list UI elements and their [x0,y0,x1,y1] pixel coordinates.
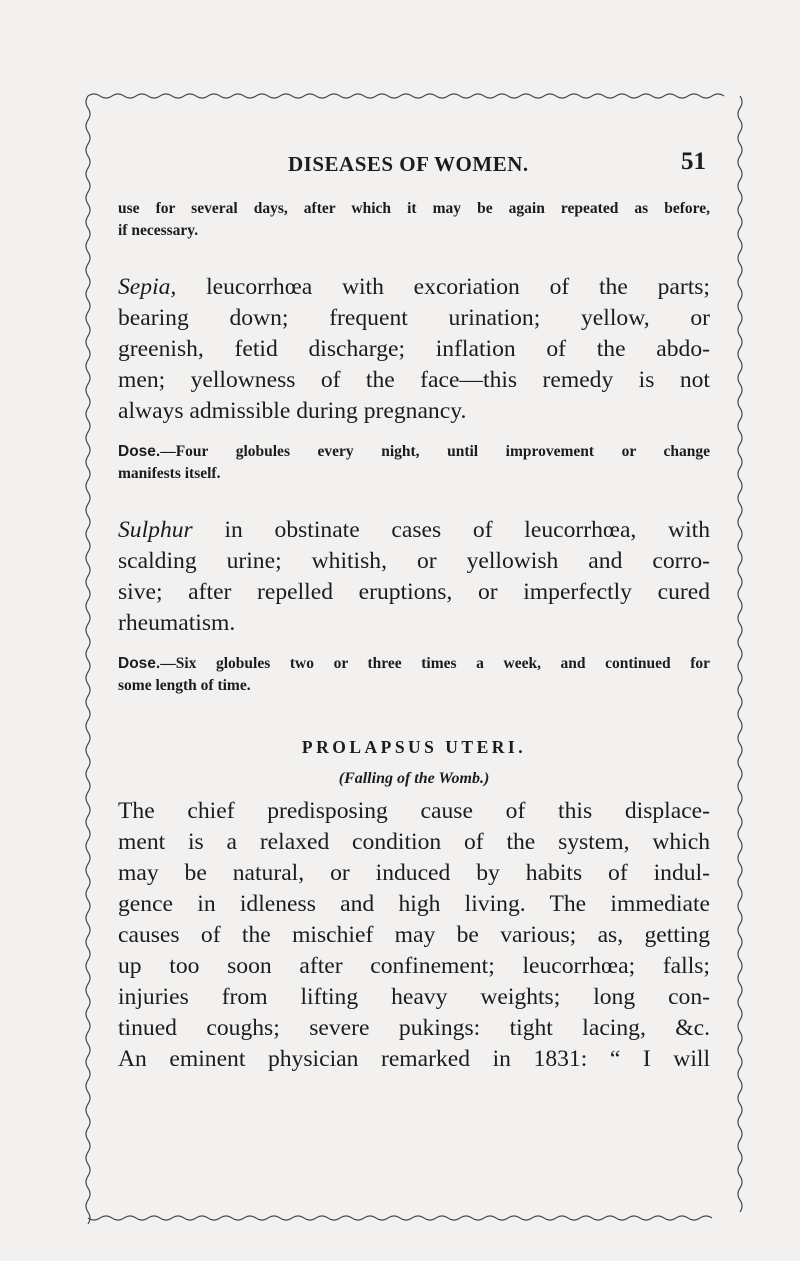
text-line: ment is a relaxed condition of the system, which [118,829,710,855]
continuation-paragraph [118,198,710,242]
remedy-name: Sepia, [118,274,177,300]
text-line: always admissible during pregnancy. [118,398,467,424]
text-line: use for several days, after which it may be again repeated as before, [118,200,710,217]
page-content [118,140,710,1075]
dose-paragraph [118,653,710,697]
text-line: some length of time. [118,677,251,694]
text-line: may be natural, or induced by habits of indul- [118,860,710,886]
text-line: An eminent physician remarked in 1831: “ I will [118,1046,710,1072]
text-line: up too soon after confinement; leucorrhœa; falls; [118,953,710,979]
text-line: sive; after repelled eruptions, or imperfectly cured [118,579,710,605]
section-subheading: (Falling of the Womb.) [338,770,490,787]
text-line: Dose.—Six globules two or three times a week, and continued for [118,655,710,672]
dose-paragraph [118,441,710,485]
text-line: gence in idleness and high living. The immediate [118,891,710,917]
text-line: greenish, fetid discharge; inflation of the abdo- [118,336,710,362]
text-line: scalding urine; whitish, or yellowish and corro- [118,548,710,574]
running-title: DISEASES OF WOMEN. [288,152,529,176]
dose-label: Dose. [118,443,161,460]
text-line: rheumatism. [118,610,236,636]
running-head [118,140,710,184]
text-line: The chief predisposing cause of this displace- [118,798,710,824]
section-heading: PROLAPSUS UTERI. [301,737,527,757]
prolapsus-paragraph [118,796,710,1075]
page-number: 51 [681,148,706,175]
dose-label: Dose. [118,655,161,672]
text-line: Sulphur in obstinate cases of leucorrhœa, with [118,517,710,543]
text-line: bearing down; frequent urination; yellow, or [118,305,710,331]
text-line: manifests itself. [118,465,221,482]
text-line: Sepia, leucorrhœa with excoriation of the parts; [118,274,710,300]
text-line: if necessary. [118,222,199,239]
text-line: tinued coughs; severe pukings: tight lacing, &c. [118,1015,710,1041]
text-line: Dose.—Four globules every night, until improvement or change [118,443,710,460]
remedy-name: Sulphur [118,517,193,543]
text-line: injuries from lifting heavy weights; long con- [118,984,710,1010]
text-line: causes of the mischief may be various; as, getting [118,922,710,948]
sepia-paragraph [118,272,710,427]
text-line: men; yellowness of the face—this remedy is not [118,367,710,393]
sulphur-paragraph [118,515,710,639]
